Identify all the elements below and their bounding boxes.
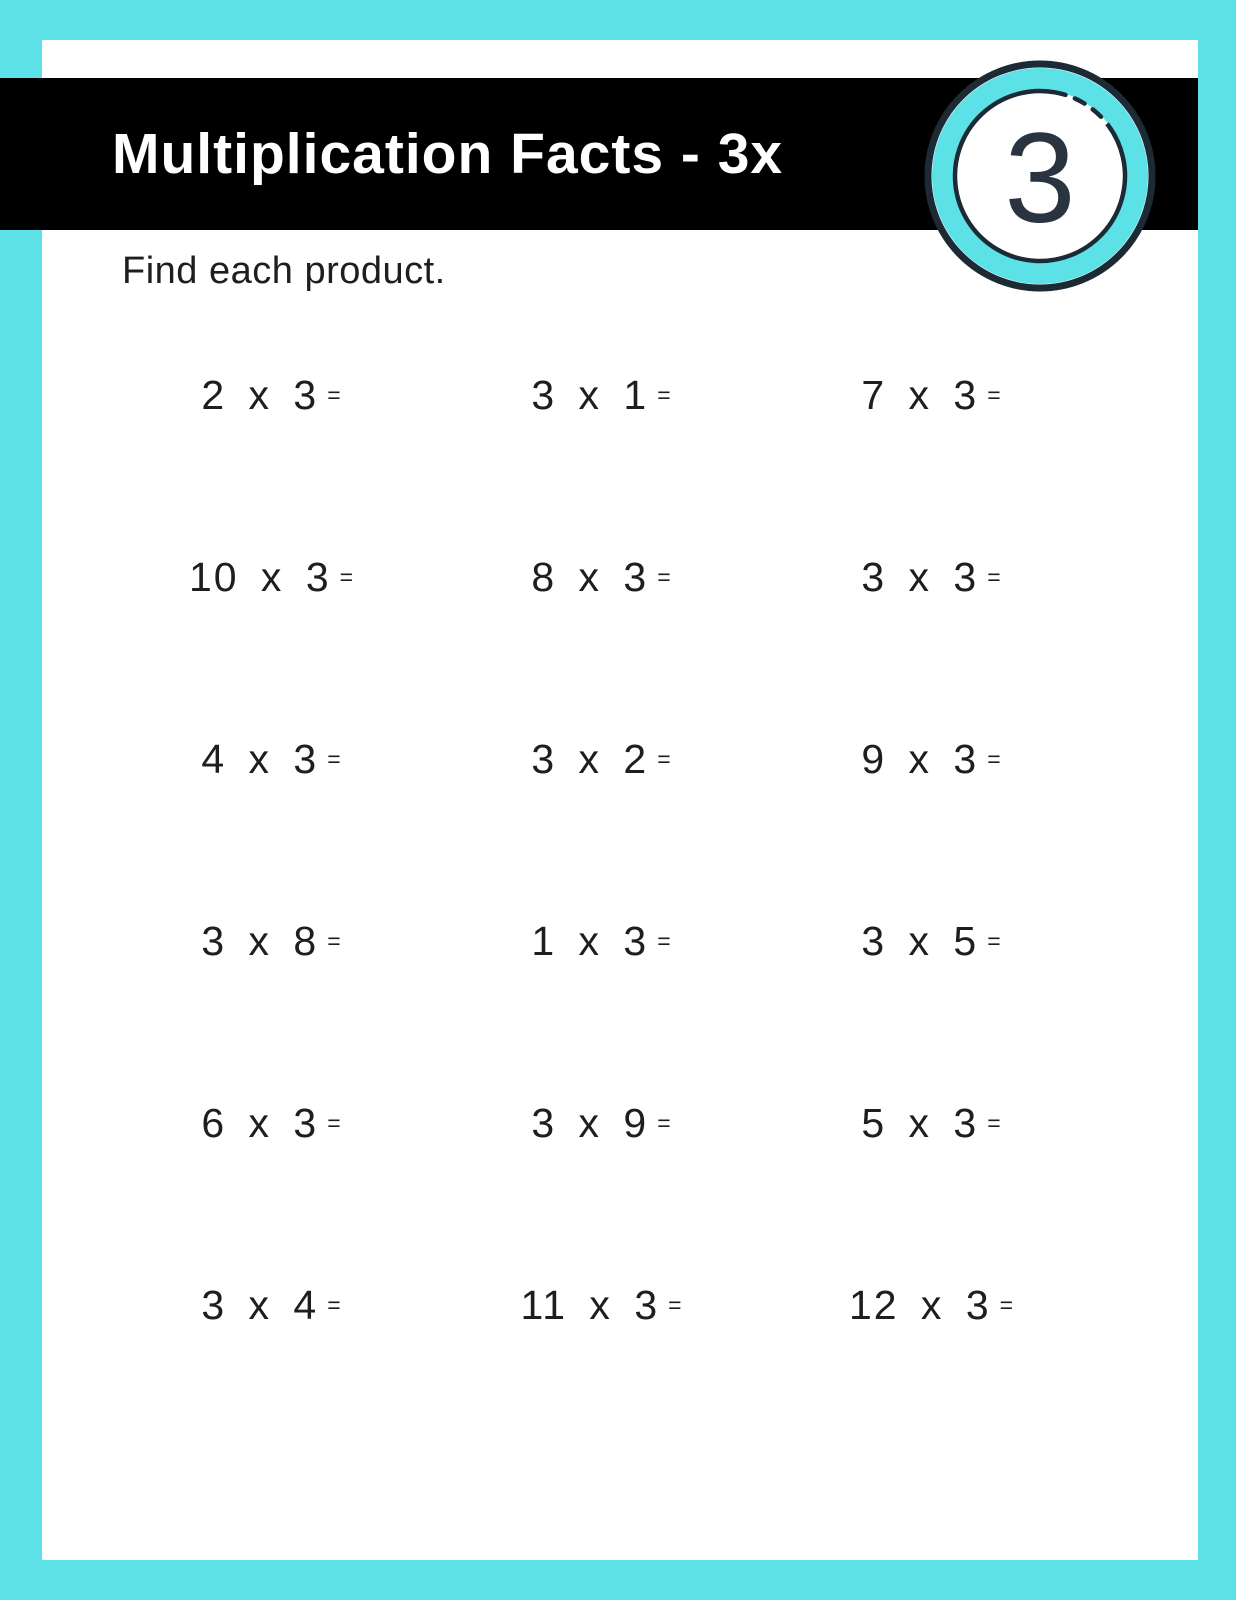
problem-cell bbox=[766, 304, 1096, 486]
problem-cell bbox=[766, 1032, 1096, 1214]
problem-cell bbox=[436, 850, 766, 1032]
problem-expression: 3 x 3 bbox=[861, 553, 979, 600]
equals-sign: = bbox=[327, 1291, 341, 1318]
problem-expression: 8 x 3 bbox=[531, 553, 649, 600]
equals-sign: = bbox=[987, 745, 1001, 772]
problems-grid bbox=[106, 304, 1096, 1396]
problem-expression: 3 x 8 bbox=[201, 917, 319, 964]
problem-cell bbox=[766, 850, 1096, 1032]
page-title: Multiplication Facts - 3x bbox=[112, 122, 784, 186]
equals-sign: = bbox=[657, 563, 671, 590]
problem-cell bbox=[106, 850, 436, 1032]
equals-sign: = bbox=[987, 1109, 1001, 1136]
problem-expression: 3 x 4 bbox=[201, 1281, 319, 1328]
equals-sign: = bbox=[987, 381, 1001, 408]
problem-expression: 4 x 3 bbox=[201, 735, 319, 782]
equals-sign: = bbox=[327, 381, 341, 408]
problem-expression: 1 x 3 bbox=[531, 917, 649, 964]
problem-cell bbox=[106, 1214, 436, 1396]
equals-sign: = bbox=[327, 1109, 341, 1136]
problem-expression: 3 x 5 bbox=[861, 917, 979, 964]
number-badge-icon bbox=[920, 56, 1160, 296]
problem-cell bbox=[436, 1032, 766, 1214]
equals-sign: = bbox=[339, 563, 354, 590]
equals-sign: = bbox=[657, 1109, 671, 1136]
equals-sign: = bbox=[668, 1291, 682, 1318]
problem-expression: 10 x 3 bbox=[188, 553, 331, 600]
problem-cell bbox=[436, 1214, 766, 1396]
problem-expression: 6 x 3 bbox=[201, 1099, 319, 1146]
problem-cell bbox=[766, 486, 1096, 668]
badge-number: 3 bbox=[1004, 107, 1076, 250]
equals-sign: = bbox=[327, 927, 341, 954]
problem-expression: 3 x 2 bbox=[531, 735, 649, 782]
problem-cell bbox=[766, 668, 1096, 850]
problem-expression: 3 x 1 bbox=[531, 371, 649, 418]
problem-expression: 12 x 3 bbox=[848, 1281, 991, 1328]
problem-cell bbox=[106, 304, 436, 486]
equals-sign: = bbox=[657, 381, 671, 408]
equals-sign: = bbox=[999, 1291, 1014, 1318]
equals-sign: = bbox=[987, 927, 1001, 954]
problem-cell bbox=[436, 668, 766, 850]
problem-cell bbox=[106, 1032, 436, 1214]
equals-sign: = bbox=[657, 745, 671, 772]
problem-cell bbox=[106, 486, 436, 668]
problem-expression: 7 x 3 bbox=[861, 371, 979, 418]
problem-expression: 3 x 9 bbox=[531, 1099, 649, 1146]
problem-cell bbox=[436, 304, 766, 486]
equals-sign: = bbox=[657, 927, 671, 954]
equals-sign: = bbox=[327, 745, 341, 772]
problem-cell bbox=[436, 486, 766, 668]
problem-cell bbox=[766, 1214, 1096, 1396]
problem-cell bbox=[106, 668, 436, 850]
problem-expression: 2 x 3 bbox=[201, 371, 319, 418]
problem-expression: 11 x 3 bbox=[520, 1281, 660, 1328]
equals-sign: = bbox=[987, 563, 1001, 590]
instruction-text: Find each product. bbox=[122, 250, 446, 292]
problem-expression: 5 x 3 bbox=[861, 1099, 979, 1146]
problem-expression: 9 x 3 bbox=[861, 735, 979, 782]
